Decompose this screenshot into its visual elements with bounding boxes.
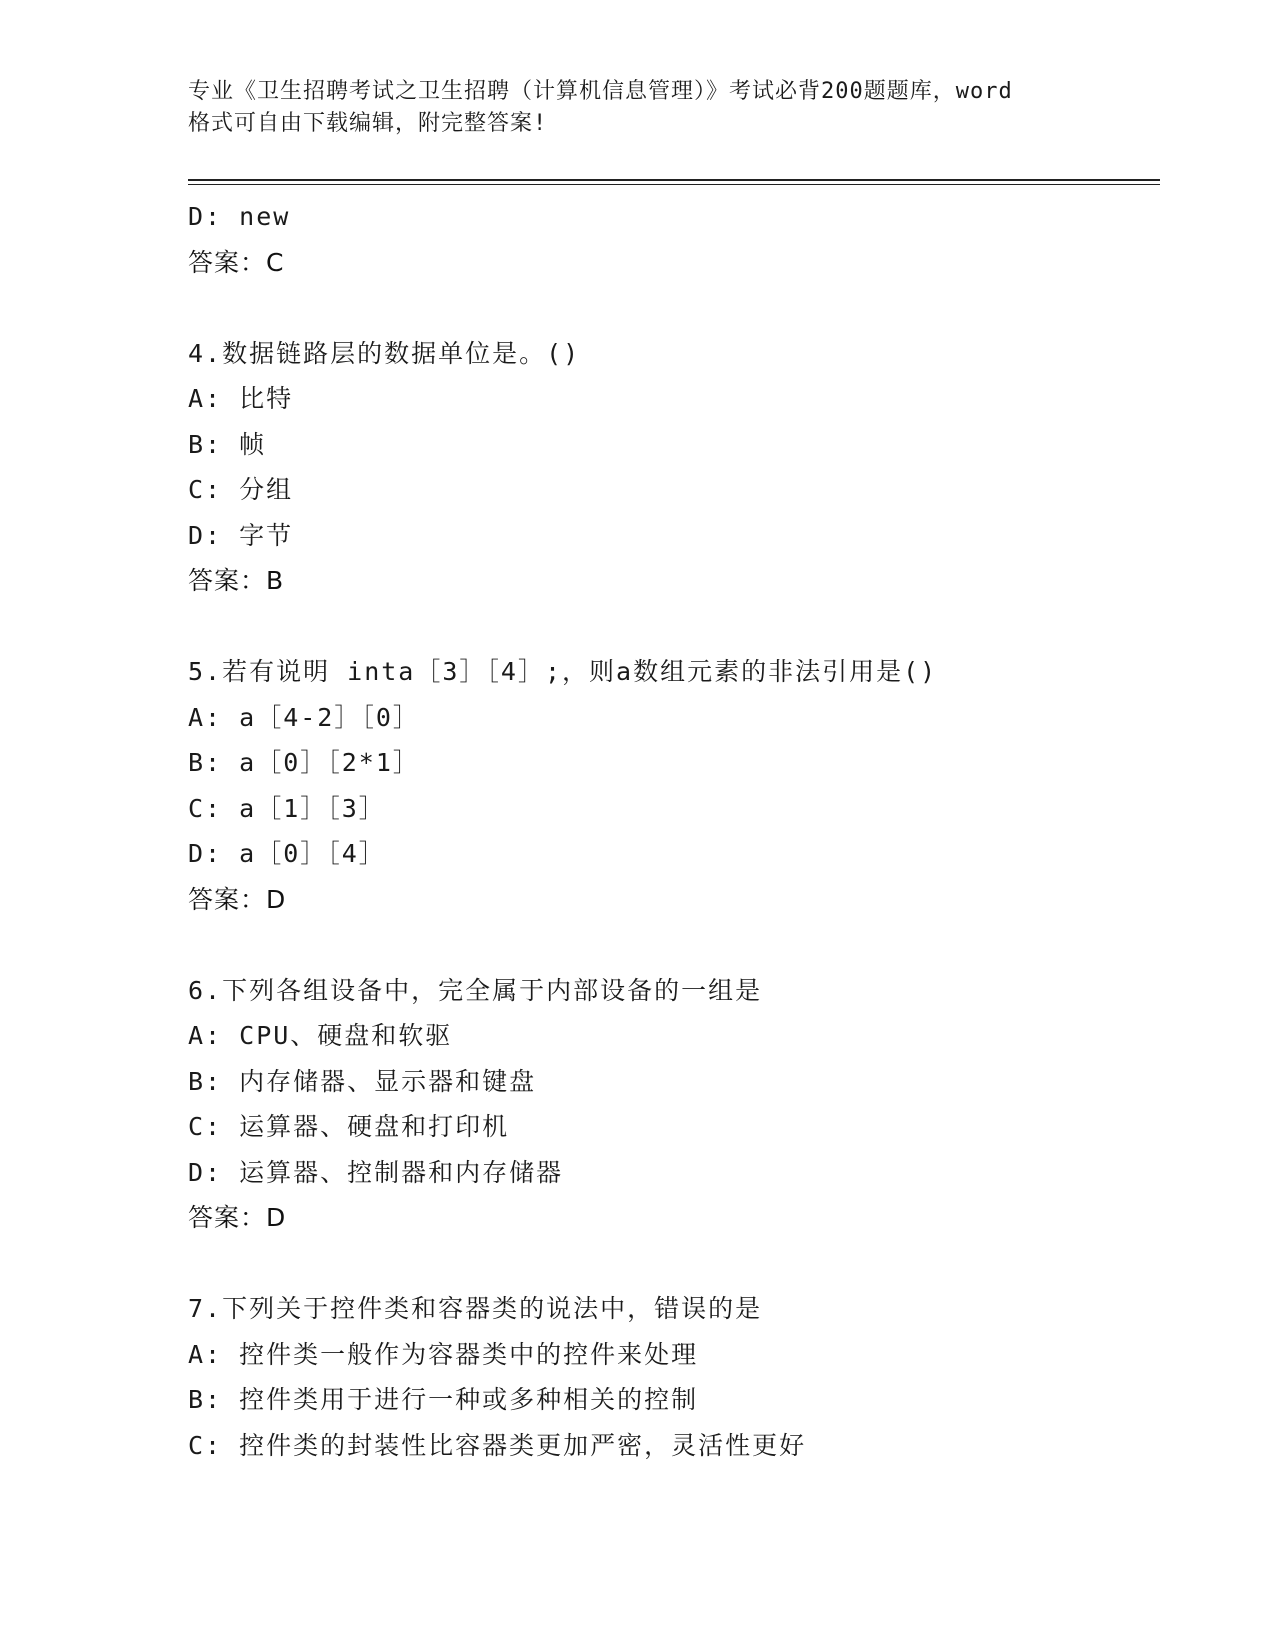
question-6-option-d: D: 运算器、控制器和内存储器 [188,1157,564,1187]
question-4-option-d: D: 字节 [188,520,294,550]
question-5-option-d: D: a［0］［4］ [188,839,386,868]
header-title-line-1: 专业《卫生招聘考试之卫生招聘（计算机信息管理）》考试必背200题题库，word [188,79,1013,104]
question-7-stem: 7.下列关于控件类和容器类的说法中，错误的是 [188,1294,763,1323]
question-6-answer: 答案：D [188,1203,287,1232]
question-7-option-b: B: 控件类用于进行一种或多种相关的控制 [188,1385,699,1414]
question-3-answer: 答案：C [188,247,285,277]
question-4-option-c: C: 分组 [188,475,294,504]
question-5-option-a: A: a［4-2］［0］ [188,702,420,732]
question-spacer [188,604,1168,650]
question-6-option-c: C: 运算器、硬盘和打印机 [188,1112,510,1141]
question-4 [188,331,1168,604]
question-4-answer: 答案：B [188,566,285,595]
question-7 [188,1286,1168,1468]
question-6 [188,968,1168,1241]
question-5-option-b: B: a［0］［2*1］ [188,748,420,777]
header-divider-thin [188,184,1160,185]
question-5-stem: 5.若有说明 inta［3］［4］;，则a数组元素的非法引用是() [188,657,938,686]
question-5-option-c: C: a［1］［3］ [188,793,386,823]
question-7-option-c: C: 控件类的封装性比容器类更加严密，灵活性更好 [188,1430,807,1460]
question-list [188,194,1168,1468]
question-5 [188,649,1168,922]
question-6-option-b: B: 内存储器、显示器和键盘 [188,1066,537,1096]
question-6-option-a: A: CPU、硬盘和软驱 [188,1021,453,1050]
question-4-option-a: A: 比特 [188,384,294,413]
header-title-line-2: 格式可自由下载编辑，附完整答案! [188,111,548,136]
question-7-option-a: A: 控件类一般作为容器类中的控件来处理 [188,1339,699,1369]
document-header [188,76,1088,140]
question-spacer [188,922,1168,968]
question-spacer [188,285,1168,331]
question-4-option-b: B: 帧 [188,429,267,459]
question-6-stem: 6.下列各组设备中，完全属于内部设备的一组是 [188,975,763,1005]
question-spacer [188,1241,1168,1287]
question-3-option-d: D: new [188,202,291,231]
question-3 [188,194,1168,285]
question-4-stem: 4.数据链路层的数据单位是。() [188,338,581,368]
question-5-answer: 答案：D [188,884,287,914]
header-divider-thick [188,179,1160,181]
